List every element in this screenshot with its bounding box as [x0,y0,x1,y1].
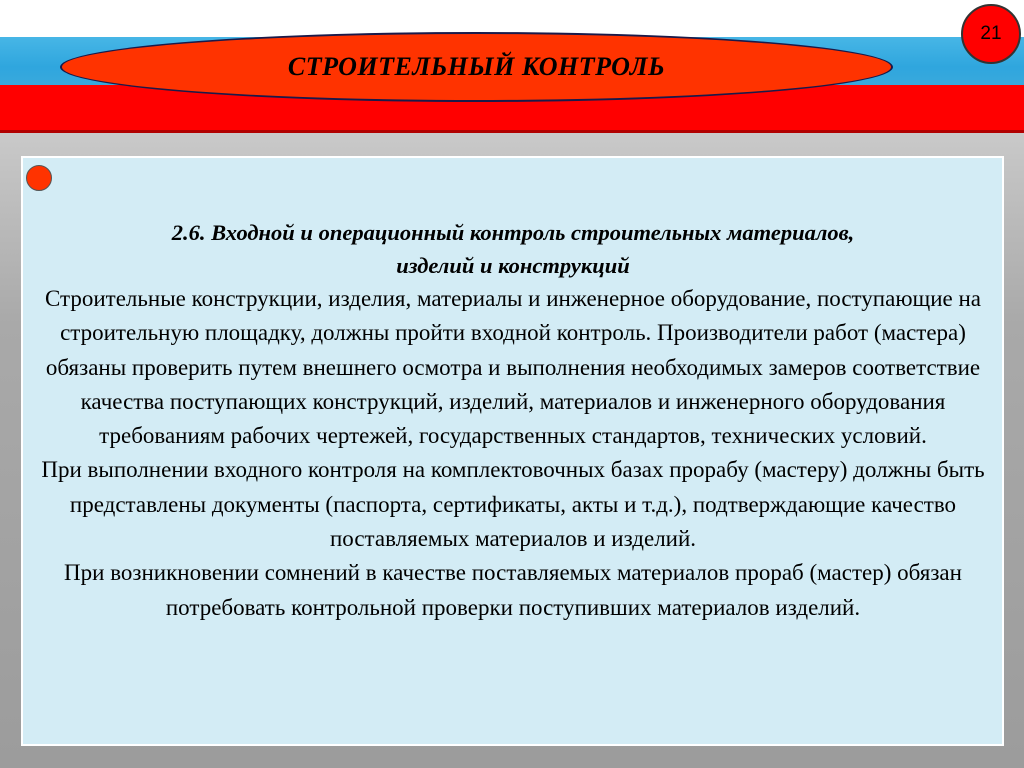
paragraph-doubts: При возникновении сомнений в качестве поставляемых материалов прораб (мастер) обязан потребовать контрольной проверки поступивших материалов изделий. [64,560,962,620]
page-number: 21 [980,23,1002,44]
paragraph-documents: При выполнении входного контроля на комплектовочных базах прорабу (мастеру) должны быть представлены документы (паспорта, сертификаты, акты и т.д.), подтверждающие качество поставляемых материалов и изделий. [41,457,985,552]
section-heading [25,216,1001,282]
paragraph-incoming-control: Строительные конструкции, изделия, материалы и инженерное оборудование, поступающие на строительную площадку, должны пройти входной контроль. Производители работ (мастера) обязаны проверить путем внешнего осмотра и выполнения необходимых замеров соответствие качества поступающих конструкций, изделий, материалов и инженерного оборудования требованиям рабочих чертежей, государственных стандартов, технических условий. [44,286,981,449]
section-heading-line-1: 2.6. Входной и операционный контроль строительных материалов, [171,220,855,245]
bullet-dot-icon [26,165,52,191]
title-oval [60,32,893,102]
slide-title: СТРОИТЕЛЬНЫЙ КОНТРОЛЬ [287,52,666,81]
section-heading-line-2: изделий и конструкций [396,253,630,278]
page-number-badge [961,4,1021,64]
content-text [25,216,1001,625]
